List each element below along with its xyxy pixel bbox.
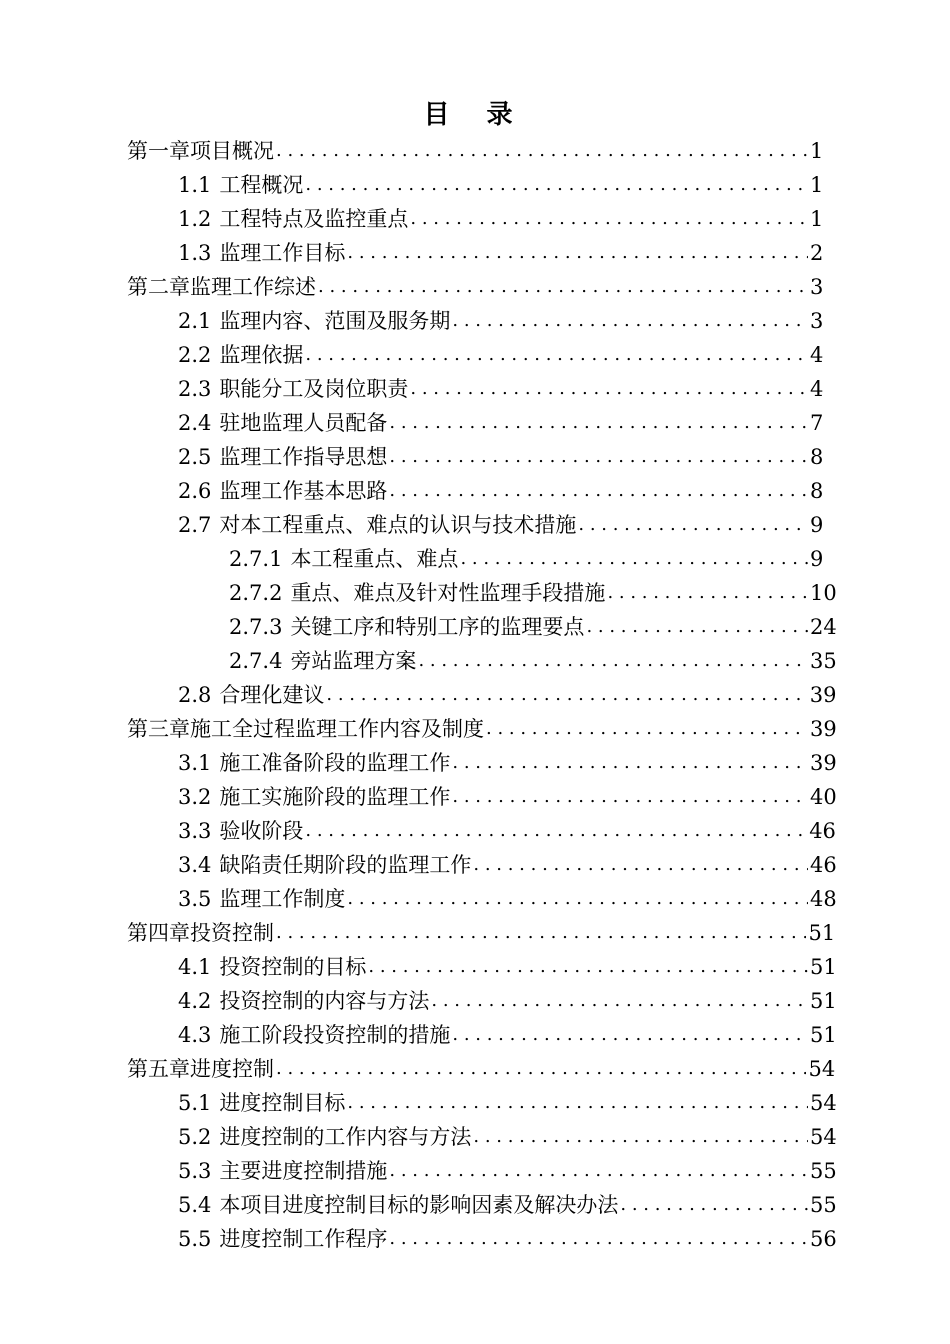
toc-entry-number: 2.6: [178, 479, 212, 503]
toc-entry-title: 监理工作制度: [219, 887, 346, 911]
dot-leader: [276, 1052, 806, 1086]
toc-entry-title: 监理工作目标: [219, 241, 346, 265]
toc-section-entry[interactable]: [0, 814, 950, 848]
dot-leader: [326, 678, 807, 712]
dot-leader: [460, 542, 808, 576]
toc-entry-title: 监理工作基本思路: [219, 479, 388, 503]
toc-entry-title: 关键工序和特别工序的监理要点: [290, 615, 585, 639]
dot-leader: [347, 1086, 808, 1120]
toc-entry-number: 5.1: [178, 1091, 212, 1115]
dot-leader: [578, 508, 808, 542]
toc-entry-number: 2.7.1: [229, 547, 283, 571]
toc-entry-number: 5.4: [178, 1193, 212, 1217]
dot-leader: [410, 372, 808, 406]
toc-section-entry[interactable]: [0, 678, 950, 712]
toc-page-number: 39: [809, 683, 837, 707]
toc-entry-title: 重点、难点及针对性监理手段措施: [290, 581, 606, 605]
dot-leader: [305, 338, 808, 372]
toc-entry-title: 施工全过程监理工作内容及制度: [190, 717, 484, 741]
toc-entry-number: 3.1: [178, 751, 212, 775]
toc-subsection-entry[interactable]: [0, 610, 950, 644]
toc-section-entry[interactable]: [0, 1154, 950, 1188]
toc-chapter-entry[interactable]: [0, 270, 950, 304]
dot-leader: [368, 950, 808, 984]
toc-entry-title: 施工阶段投资控制的措施: [219, 1023, 451, 1047]
dot-leader: [586, 610, 808, 644]
page-title: 目 录: [423, 100, 527, 130]
toc-section-entry[interactable]: [0, 1120, 950, 1154]
toc-entry-number: 5.2: [178, 1125, 212, 1149]
dot-leader: [389, 474, 808, 508]
toc-page-number: 8: [810, 445, 824, 469]
dot-leader: [389, 1154, 808, 1188]
toc-entry-title: 本工程重点、难点: [290, 547, 459, 571]
dot-leader: [389, 406, 808, 440]
toc-page-number: 55: [810, 1159, 837, 1183]
toc-entry-number: 2.1: [178, 309, 212, 333]
toc-entry-title: 对本工程重点、难点的认识与技术措施: [219, 513, 577, 537]
toc-entry-title: 监理依据: [219, 343, 304, 367]
dot-leader: [305, 814, 807, 848]
table-of-contents: [0, 134, 950, 1256]
toc-chapter-entry[interactable]: [0, 712, 950, 746]
dot-leader: [418, 644, 808, 678]
toc-section-entry[interactable]: [0, 848, 950, 882]
toc-entry-title: 主要进度控制措施: [219, 1159, 388, 1183]
toc-page-number: 54: [810, 1091, 837, 1115]
dot-leader: [389, 1222, 808, 1256]
toc-entry-number: 第四章: [127, 921, 190, 945]
dot-leader: [607, 576, 808, 610]
dot-leader: [620, 1188, 808, 1222]
toc-section-entry[interactable]: [0, 1086, 950, 1120]
toc-page-number: 1: [810, 207, 824, 231]
toc-entry-number: 2.7.3: [229, 615, 283, 639]
toc-entry-number: 3.5: [178, 887, 212, 911]
dot-leader: [473, 848, 808, 882]
toc-entry-number: 1.1: [178, 173, 212, 197]
toc-entry-number: 1.3: [178, 241, 212, 265]
toc-page-number: 8: [810, 479, 824, 503]
toc-entry-number: 2.7.4: [229, 649, 283, 673]
toc-entry-title: 旁站监理方案: [290, 649, 417, 673]
toc-page-number: 39: [810, 751, 837, 775]
toc-entry-number: 1.2: [178, 207, 212, 231]
toc-subsection-entry[interactable]: [0, 542, 950, 576]
toc-section-entry[interactable]: [0, 338, 950, 372]
toc-entry-number: 2.8: [178, 683, 212, 707]
toc-page-number: 9: [810, 547, 824, 571]
toc-page-number: 7: [810, 411, 824, 435]
toc-entry-number: 第二章: [127, 275, 190, 299]
dot-leader: [347, 882, 808, 916]
toc-entry-title: 监理工作综述: [190, 275, 316, 299]
toc-section-entry[interactable]: [0, 746, 950, 780]
toc-entry-title: 投资控制: [190, 921, 274, 945]
toc-section-entry[interactable]: [0, 882, 950, 916]
toc-entry-number: 2.7: [178, 513, 212, 537]
toc-page-number: 35: [810, 649, 837, 673]
toc-page-number: 9: [810, 513, 824, 537]
toc-section-entry[interactable]: [0, 304, 950, 338]
toc-section-entry[interactable]: [0, 474, 950, 508]
toc-entry-number: 4.2: [178, 989, 212, 1013]
toc-page-number: 24: [810, 615, 837, 639]
toc-entry-title: 工程概况: [219, 173, 304, 197]
toc-page-number: 46: [809, 819, 836, 843]
toc-section-entry[interactable]: [0, 1018, 950, 1052]
toc-section-entry[interactable]: [0, 168, 950, 202]
dot-leader: [473, 1120, 808, 1154]
toc-page-number: 51: [810, 955, 837, 979]
toc-section-entry[interactable]: [0, 406, 950, 440]
toc-entry-title: 项目概况: [190, 139, 274, 163]
toc-page-number: 56: [810, 1227, 837, 1251]
toc-entry-title: 进度控制的工作内容与方法: [219, 1125, 472, 1149]
toc-page-number: 55: [810, 1193, 837, 1217]
toc-entry-title: 施工准备阶段的监理工作: [219, 751, 451, 775]
toc-entry-number: 2.2: [178, 343, 212, 367]
toc-page-number: 4: [810, 377, 824, 401]
toc-entry-number: 4.1: [178, 955, 212, 979]
toc-entry-title: 投资控制的目标: [219, 955, 367, 979]
toc-entry-number: 第一章: [127, 139, 190, 163]
toc-chapter-entry[interactable]: [0, 916, 950, 950]
toc-section-entry[interactable]: [0, 440, 950, 474]
dot-leader: [486, 712, 808, 746]
toc-entry-number: 2.4: [178, 411, 212, 435]
toc-entry-number: 3.3: [178, 819, 212, 843]
toc-entry-title: 进度控制目标: [219, 1091, 346, 1115]
toc-section-entry[interactable]: [0, 1222, 950, 1256]
toc-page-number: 48: [810, 887, 837, 911]
toc-entry-number: 3.2: [178, 785, 212, 809]
dot-leader: [452, 746, 808, 780]
dot-leader: [389, 440, 808, 474]
toc-entry-number: 2.3: [178, 377, 212, 401]
toc-entry-title: 合理化建议: [219, 683, 325, 707]
toc-chapter-entry[interactable]: [0, 1052, 950, 1086]
toc-entry-title: 进度控制工作程序: [219, 1227, 388, 1251]
dot-leader: [347, 236, 808, 270]
toc-entry-title: 工程特点及监控重点: [219, 207, 409, 231]
toc-page-number: 1: [810, 139, 824, 163]
dot-leader: [305, 168, 808, 202]
toc-section-entry[interactable]: [0, 1188, 950, 1222]
toc-page-number: 46: [810, 853, 837, 877]
toc-entry-title: 施工实施阶段的监理工作: [219, 785, 451, 809]
toc-entry-title: 投资控制的内容与方法: [219, 989, 430, 1013]
toc-entry-title: 验收阶段: [219, 819, 304, 843]
toc-section-entry[interactable]: [0, 508, 950, 542]
toc-page-number: 51: [808, 921, 836, 945]
toc-entry-number: 第五章: [127, 1057, 190, 1081]
toc-entry-number: 5.3: [178, 1159, 212, 1183]
dot-leader: [276, 916, 806, 950]
toc-section-entry[interactable]: [0, 236, 950, 270]
dot-leader: [452, 304, 808, 338]
toc-subsection-entry[interactable]: [0, 644, 950, 678]
dot-leader: [276, 134, 808, 168]
toc-page-number: 51: [810, 989, 837, 1013]
toc-entry-title: 监理内容、范围及服务期: [219, 309, 451, 333]
toc-entry-title: 进度控制: [190, 1057, 274, 1081]
toc-section-entry[interactable]: [0, 202, 950, 236]
toc-page-number: 54: [810, 1125, 837, 1149]
toc-page-number: 54: [808, 1057, 836, 1081]
toc-page-number: 39: [810, 717, 837, 741]
toc-entry-number: 第三章: [127, 717, 190, 741]
toc-entry-title: 监理工作指导思想: [219, 445, 388, 469]
toc-entry-number: 2.7.2: [229, 581, 283, 605]
toc-entry-number: 2.5: [178, 445, 212, 469]
toc-subsection-entry[interactable]: [0, 576, 950, 610]
dot-leader: [452, 780, 808, 814]
toc-entry-title: 职能分工及岗位职责: [219, 377, 409, 401]
dot-leader: [318, 270, 808, 304]
dot-leader: [431, 984, 808, 1018]
toc-page-number: 2: [810, 241, 824, 265]
toc-page-number: 51: [810, 1023, 837, 1047]
toc-entry-number: 4.3: [178, 1023, 212, 1047]
toc-section-entry[interactable]: [0, 950, 950, 984]
toc-entry-number: 3.4: [178, 853, 212, 877]
toc-entry-title: 本项目进度控制目标的影响因素及解决办法: [219, 1193, 619, 1217]
toc-page-number: 3: [810, 275, 824, 299]
toc-entry-number: 5.5: [178, 1227, 212, 1251]
toc-section-entry[interactable]: [0, 372, 950, 406]
toc-entry-title: 缺陷责任期阶段的监理工作: [219, 853, 472, 877]
toc-page-number: 40: [810, 785, 837, 809]
toc-page-number: 1: [810, 173, 824, 197]
toc-page-number: 10: [810, 581, 837, 605]
toc-section-entry[interactable]: [0, 780, 950, 814]
toc-entry-title: 驻地监理人员配备: [219, 411, 388, 435]
toc-page-number: 3: [810, 309, 824, 333]
toc-section-entry[interactable]: [0, 984, 950, 1018]
toc-page-number: 4: [810, 343, 824, 367]
dot-leader: [452, 1018, 808, 1052]
dot-leader: [410, 202, 808, 236]
toc-chapter-entry[interactable]: [0, 134, 950, 168]
